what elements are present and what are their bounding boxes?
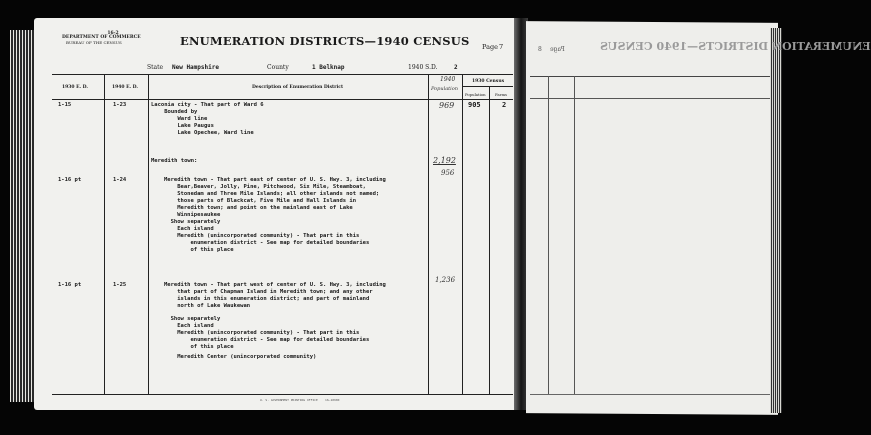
col-header-census1930: 1930 Census <box>472 79 505 84</box>
sd-value: 2 <box>454 64 458 71</box>
page-title: ENUMERATION DISTRICTS—1940 CENSUS <box>180 34 470 48</box>
row-pop1930: 905 <box>468 101 481 109</box>
column-divider <box>428 74 429 394</box>
form-number: 16-2 <box>107 31 119 36</box>
column-divider <box>104 74 105 394</box>
column-divider <box>489 86 490 394</box>
row-description-line: Meredith town - That part west of center of U. S. Hwy. 3, including <box>164 282 386 288</box>
state-value: New Hampshire <box>172 64 219 71</box>
right-page-rule <box>530 98 770 99</box>
row-description-line: Lake Paugus <box>151 123 214 129</box>
row-description-line: of this place <box>164 247 234 253</box>
state-label: State <box>147 64 164 71</box>
row-ed1940: 1-25 <box>113 282 127 288</box>
right-page-number: 8 <box>538 46 542 53</box>
row-description-line: Each island <box>164 323 214 329</box>
row-description-line: Meredith (unincorporated community) - That part in this <box>164 233 360 239</box>
row-description-line: Bear,Beaver, Jolly, Pine, Pitchwood, Six Mile, Steamboat, <box>164 184 366 190</box>
col-header-ed1930: 1930 E. D. <box>62 85 88 90</box>
row-description-line: Meredith Center (unincorporated community) <box>164 354 317 360</box>
col-header-ed1940: 1940 E. D. <box>112 85 138 90</box>
row-description-line: Ward line <box>151 116 208 122</box>
table-header-border <box>52 99 513 100</box>
row-description-line: Laconia city - That part of Ward 6 <box>151 102 264 108</box>
county-value: 1 Belknap <box>312 64 345 71</box>
row-description-line: those parts of Blackcat, Five Mile and Hall Islands in <box>164 198 357 204</box>
row-description-line: Show separately <box>164 316 221 322</box>
row-description-line: islands in this enumeration district; and part of mainland <box>164 296 370 302</box>
column-divider <box>462 74 463 394</box>
table-top-border <box>52 74 513 75</box>
row-description-line: Winnipesaukee <box>164 212 221 218</box>
page-label: Page <box>482 43 498 51</box>
row-description-line: Meredith (unincorporated community) - That part in this <box>164 330 360 336</box>
row-description-line: Meredith town; and point on the mainland east of Lake <box>164 205 353 211</box>
right-page-rule <box>530 394 770 395</box>
col-header-description: Description of Enumeration District <box>252 85 344 90</box>
row-description-line: Show separately <box>164 219 221 225</box>
row-description-line: Lake Opechee, Ward line <box>151 130 254 136</box>
bureau-line: BUREAU OF THE CENSUS <box>66 40 122 45</box>
row-description-line: of this place <box>164 344 234 350</box>
row-description-line: Meredith town - That part east of center of U. S. Hwy. 3, including <box>164 177 386 183</box>
page-number: 7 <box>499 43 504 51</box>
row-description-line: Meredith town: <box>151 158 198 164</box>
column-divider <box>148 74 149 394</box>
printing-office-note: U. S. GOVERNMENT PRINTING OFFICE 16—10900 <box>260 398 340 402</box>
row-pop1940: 2,192 <box>433 156 456 165</box>
row-ed1940: 1-23 <box>113 102 127 108</box>
row-description-line: north of Lake Waukewan <box>164 303 251 309</box>
department-line: DEPARTMENT OF COMMERCE <box>62 35 141 40</box>
right-column-divider <box>574 76 575 394</box>
row-ed1940: 1-24 <box>113 177 127 183</box>
right-column-divider <box>548 76 549 394</box>
county-label: County <box>267 64 289 71</box>
right-page-rule <box>530 76 770 77</box>
table-bottom-border <box>52 394 513 395</box>
col-header-farms: Farms <box>495 92 508 97</box>
row-farms1930: 2 <box>502 101 507 109</box>
sd-label: 1940 S.D. <box>408 64 438 71</box>
right-page-label: Page <box>550 46 565 53</box>
census-subheader-rule <box>462 86 513 87</box>
row-description-line: enumeration district - See map for detailed boundaries <box>164 240 370 246</box>
row-description-line: enumeration district - See map for detailed boundaries <box>164 337 370 343</box>
col-header-pop1940-year: 1940 <box>440 76 456 83</box>
row-description-line: that part of Chapman Island in Meredith town; and any other <box>164 289 373 295</box>
row-ed1930: 1-16 pt <box>58 282 82 288</box>
right-page-edges <box>770 28 782 413</box>
col-header-population: Population <box>465 92 486 97</box>
row-description-line: Stonedam and Three Mile Islands; all other islands not named; <box>164 191 380 197</box>
right-page-title: ENUMERATION DISTRICTS—1940 CENSUS <box>600 40 871 53</box>
col-header-pop1940: Population <box>431 86 459 92</box>
right-page <box>526 21 778 415</box>
row-pop1940: 969 <box>439 101 455 110</box>
row-ed1930: 1-16 pt <box>58 177 82 183</box>
row-description-line: Bounded by <box>151 109 198 115</box>
row-ed1930: 1-15 <box>58 102 72 108</box>
row-description-line: Each island <box>164 226 214 232</box>
row-pop1940: 956 <box>441 169 455 177</box>
row-pop1940: 1,236 <box>435 276 456 284</box>
